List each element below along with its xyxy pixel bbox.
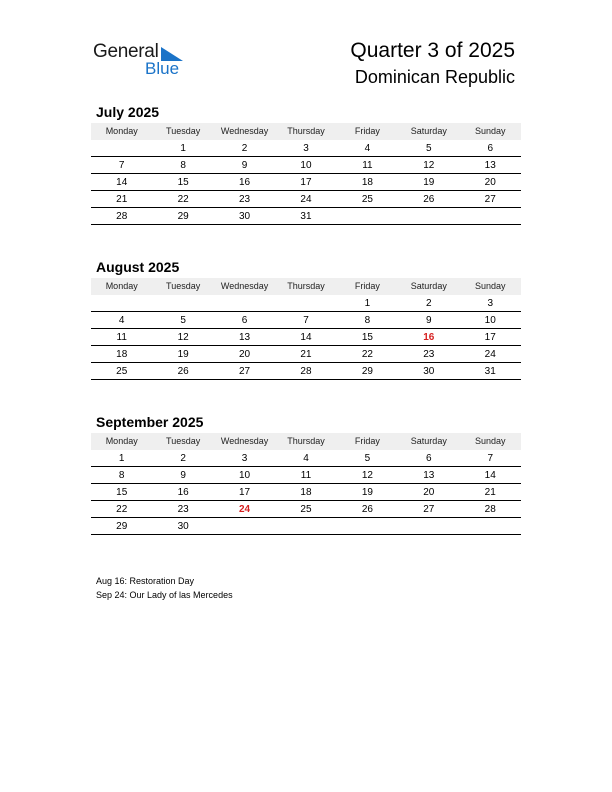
month-title: July 2025 — [96, 104, 160, 120]
holiday-day-cell: 16 — [423, 332, 435, 343]
day-cell: 5 — [180, 315, 186, 326]
day-cell — [152, 295, 213, 311]
day-cell: 13 — [238, 332, 251, 343]
day-cell: 16 — [238, 177, 251, 188]
week-row — [91, 346, 521, 363]
generalblue-logo — [93, 40, 193, 80]
day-cell: 30 — [177, 521, 189, 532]
week-row — [91, 484, 521, 501]
month-block-july — [91, 103, 521, 225]
day-cell — [91, 295, 152, 311]
weekday-label: Thursday — [287, 126, 325, 136]
day-cell — [214, 295, 275, 311]
day-cell: 31 — [484, 366, 496, 377]
day-cell: 28 — [484, 504, 496, 515]
day-cell — [91, 140, 152, 156]
weekday-label: Thursday — [287, 281, 325, 291]
day-cell: 12 — [361, 470, 373, 481]
weekday-header-row — [91, 123, 521, 140]
week-row — [91, 501, 521, 518]
day-cell: 1 — [364, 298, 371, 309]
day-cell — [214, 518, 275, 534]
day-cell: 9 — [180, 470, 186, 481]
day-cell: 21 — [300, 349, 312, 360]
holiday-note: Sep 24: Our Lady of las Mercedes — [96, 590, 233, 600]
weekday-label: Friday — [354, 126, 380, 136]
weekday-label: Tuesday — [166, 436, 201, 446]
week-row — [91, 191, 521, 208]
day-cell: 19 — [177, 349, 189, 360]
day-cell — [398, 518, 459, 534]
day-cell: 6 — [426, 453, 432, 464]
day-cell: 27 — [238, 366, 251, 377]
day-cell: 22 — [177, 194, 189, 205]
day-cell: 2 — [180, 453, 186, 464]
weekday-header-row — [91, 278, 521, 295]
day-cell: 24 — [484, 349, 496, 360]
day-cell: 14 — [116, 177, 128, 188]
day-cell: 25 — [300, 504, 312, 515]
page-title: Quarter 3 of 2025 — [350, 39, 515, 62]
day-cell: 25 — [361, 194, 373, 205]
day-cell: 7 — [303, 315, 309, 326]
day-cell: 20 — [484, 177, 496, 188]
day-cell: 1 — [118, 453, 125, 464]
day-cell: 2 — [241, 143, 248, 154]
day-cell: 9 — [241, 160, 248, 171]
week-row — [91, 329, 521, 346]
week-row — [91, 295, 521, 312]
month-block-august — [91, 258, 521, 380]
weekday-label: Friday — [354, 281, 380, 291]
country-name: Dominican Republic — [354, 67, 515, 87]
logo-general-text: General — [93, 41, 159, 62]
day-cell: 25 — [116, 366, 128, 377]
day-cell — [460, 208, 521, 224]
day-cell: 23 — [238, 194, 251, 205]
day-cell: 17 — [300, 177, 312, 188]
day-cell: 6 — [241, 315, 248, 326]
day-cell: 9 — [426, 315, 432, 326]
weekday-label: Sunday — [474, 281, 506, 291]
day-cell: 4 — [118, 315, 125, 326]
day-cell — [460, 518, 521, 534]
day-cell: 4 — [303, 453, 309, 464]
day-cell: 15 — [177, 177, 189, 188]
day-cell: 21 — [484, 487, 496, 498]
week-row — [91, 467, 521, 484]
month-title: September 2025 — [96, 414, 204, 430]
day-cell: 10 — [238, 470, 251, 481]
weekday-label: Saturday — [410, 436, 447, 446]
week-row — [91, 208, 521, 225]
day-cell: 19 — [423, 177, 435, 188]
day-cell: 20 — [238, 349, 251, 360]
day-cell: 27 — [484, 194, 496, 205]
weekday-label: Monday — [105, 436, 138, 446]
day-cell: 27 — [423, 504, 435, 515]
day-cell: 14 — [300, 332, 312, 343]
day-cell: 30 — [423, 366, 435, 377]
holiday-day-cell: 24 — [238, 504, 251, 515]
day-cell: 23 — [177, 504, 189, 515]
day-cell: 10 — [300, 160, 312, 171]
day-cell: 24 — [300, 194, 312, 205]
weekday-label: Sunday — [474, 436, 506, 446]
day-cell: 7 — [118, 160, 125, 171]
day-cell — [337, 208, 398, 224]
day-cell: 6 — [487, 143, 494, 154]
day-cell: 17 — [484, 332, 496, 343]
day-cell: 8 — [180, 160, 186, 171]
weekday-label: Tuesday — [166, 126, 201, 136]
week-row — [91, 174, 521, 191]
day-cell — [275, 295, 336, 311]
day-cell: 22 — [116, 504, 128, 515]
weekday-label: Wednesday — [220, 126, 269, 136]
day-cell: 12 — [423, 160, 435, 171]
day-cell: 20 — [423, 487, 435, 498]
day-cell: 5 — [364, 453, 371, 464]
day-cell: 7 — [487, 453, 494, 464]
weekday-label: Wednesday — [220, 436, 269, 446]
month-block-september — [91, 413, 521, 535]
holiday-notes — [96, 574, 233, 602]
day-cell: 10 — [484, 315, 496, 326]
day-cell: 11 — [116, 332, 127, 343]
day-cell: 16 — [177, 487, 189, 498]
weekday-label: Wednesday — [220, 281, 269, 291]
weekday-label: Sunday — [474, 126, 506, 136]
week-row — [91, 157, 521, 174]
day-cell: 29 — [177, 211, 189, 222]
day-cell — [337, 518, 398, 534]
day-cell: 26 — [361, 504, 373, 515]
day-cell: 13 — [484, 160, 496, 171]
day-cell: 13 — [423, 470, 435, 481]
logo-blue-text: Blue — [145, 59, 180, 78]
weekday-label: Saturday — [410, 126, 447, 136]
weekday-label: Friday — [354, 436, 380, 446]
week-row — [91, 312, 521, 329]
day-cell: 12 — [177, 332, 189, 343]
week-row — [91, 140, 521, 157]
day-cell: 11 — [300, 470, 312, 481]
day-cell: 18 — [116, 349, 128, 360]
day-cell: 15 — [361, 332, 373, 343]
day-cell: 19 — [361, 487, 373, 498]
day-cell: 31 — [300, 211, 312, 222]
week-row — [91, 363, 521, 380]
holiday-note: Aug 16: Restoration Day — [96, 576, 195, 586]
day-cell: 8 — [118, 470, 125, 481]
day-cell: 3 — [487, 298, 494, 309]
weekday-label: Monday — [105, 281, 138, 291]
weekday-label: Tuesday — [166, 281, 201, 291]
day-cell: 3 — [303, 143, 309, 154]
day-cell: 3 — [241, 453, 248, 464]
day-cell — [398, 208, 459, 224]
day-cell: 18 — [361, 177, 373, 188]
day-cell — [275, 518, 336, 534]
day-cell: 30 — [238, 211, 251, 222]
day-cell: 8 — [364, 315, 371, 326]
day-cell: 28 — [116, 211, 128, 222]
weekday-label: Monday — [105, 126, 138, 136]
day-cell: 26 — [423, 194, 435, 205]
day-cell: 29 — [361, 366, 373, 377]
day-cell: 4 — [364, 143, 371, 154]
day-cell: 2 — [426, 298, 432, 309]
day-cell: 29 — [116, 521, 128, 532]
day-cell: 22 — [361, 349, 373, 360]
day-cell: 28 — [300, 366, 312, 377]
day-cell: 23 — [423, 349, 435, 360]
day-cell: 15 — [116, 487, 128, 498]
month-title: August 2025 — [96, 259, 180, 275]
day-cell: 26 — [177, 366, 189, 377]
day-cell: 1 — [180, 143, 186, 154]
day-cell: 5 — [426, 143, 432, 154]
weekday-label: Thursday — [287, 436, 325, 446]
week-row — [91, 450, 521, 467]
day-cell: 14 — [484, 470, 496, 481]
day-cell: 17 — [238, 487, 251, 498]
week-row — [91, 518, 521, 535]
day-cell: 21 — [116, 194, 128, 205]
day-cell: 18 — [300, 487, 312, 498]
day-cell: 11 — [362, 160, 373, 171]
weekday-label: Saturday — [410, 281, 447, 291]
weekday-header-row — [91, 433, 521, 450]
